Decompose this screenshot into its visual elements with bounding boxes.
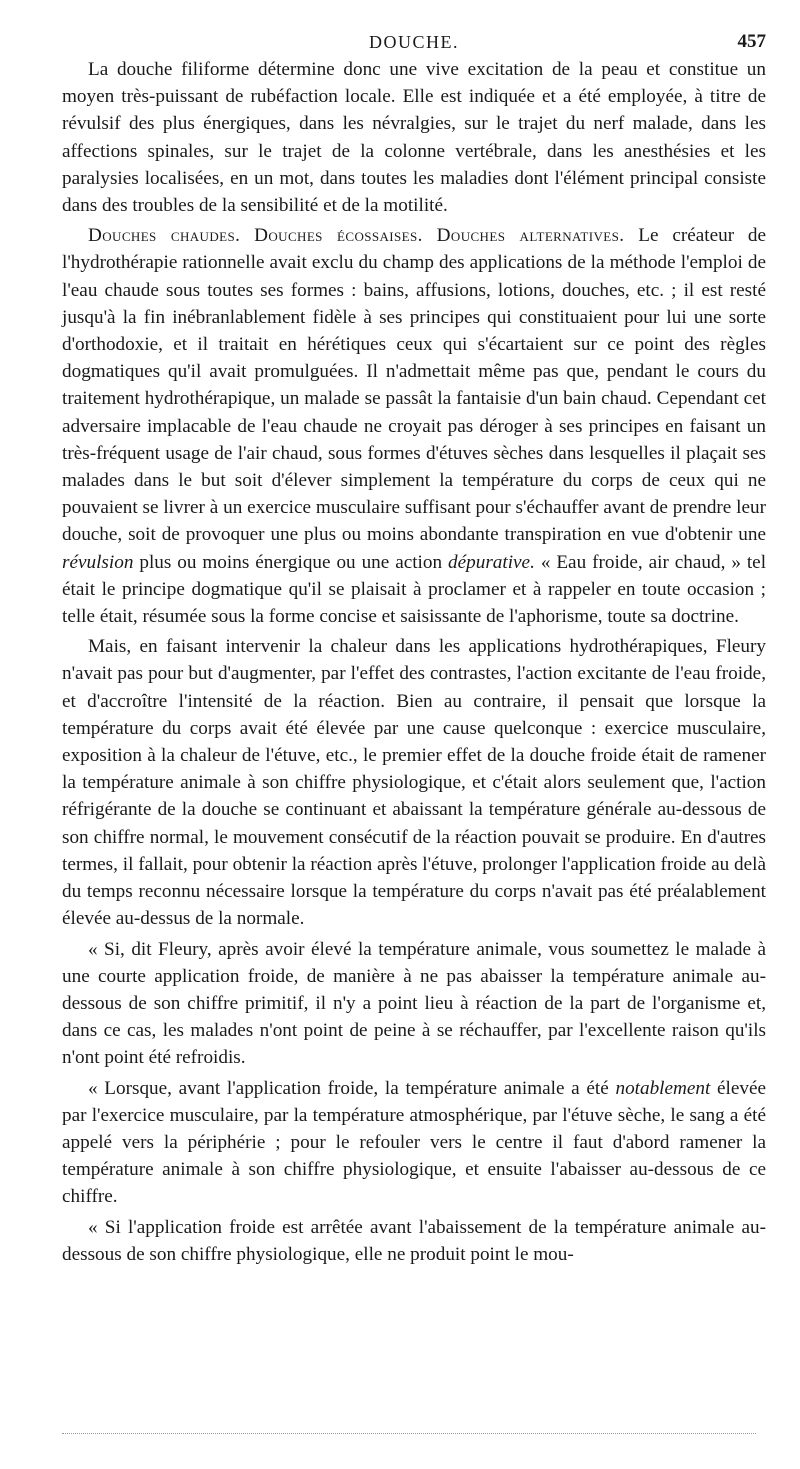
italic-term-revulsion: révulsion [62, 551, 134, 573]
running-head [62, 30, 766, 54]
italic-term-depurative: dépurative. [448, 551, 535, 573]
footer-dotted-rule [62, 1433, 756, 1434]
section-heading-douches-ecossaises: Douches écossaises. [254, 225, 423, 247]
paragraph-quote-3: « Si l'application froide est arrêtée avant l'abaissement de la température animale au-dessous de son chiffre physiologique, elle ne produit point le mou- [62, 1216, 766, 1265]
paragraph-quote-2 [62, 1075, 766, 1211]
paragraph-douche-filiforme: La douche filiforme détermine donc une vive excitation de la peau et constitue un moyen très-puissant de rubéfaction locale. Elle est indiquée et a été employée, à titre de révulsif des plus énergiques, dans les névralgies, sur le trajet du nerf malade, dans les affections spinales, sur le trajet de la colonne vertébrale, dans les anesthésies et les paralysies localisées, en un mot, dans toutes les maladies dont l'élément principal consiste dans des troubles de la sensibilité et de la motilité. [62, 59, 766, 217]
running-head-title: DOUCHE. [369, 32, 459, 52]
paragraph-douches-chaudes [62, 222, 766, 630]
paragraph-text: élevée par l'exercice musculaire, par la température atmosphérique, par l'étuve sèche, le sang a été appelé vers la périphérie ; pour le refouler vers le centre il faut d'abord ramener la température animale à son chiffre physiologique, et ensuite l'abaisser au-dessous de ce chiffre. [62, 1077, 767, 1208]
paragraph-text: « Lorsque, avant l'application froide, la température animale a été [88, 1077, 609, 1099]
section-heading-douches-chaudes: Douches chaudes. [88, 225, 241, 247]
paragraph-text: Le créateur de l'hydrothérapie rationnelle avait exclu du champ des applications de la méthode l'emploi de l'eau chaude sous toutes ses formes : bains, affusions, lotions, douches, etc. ; il est resté jusqu'à la fin inébranlablement fidèle à ses principes qui constituaient pour lui une sorte d'orthodoxie, et il traitait en hérétiques ceux qui s'écartaient sur ce point des règles dogmatiques qu'il avait promulguées. Il n'admettait même pas que, pendant le cours du traitement hydrothérapique, un malade se passât la fantaisie d'un bain chaud. Cependant cet adversaire implacable de l'eau chaude ne croyait pas déroger à ses principes en faisant un très-fréquent usage de l'air chaud, sous formes d'étuves sèches dans lesquelles il plaçait ses malades dans le but soit d'élever simplement la température du corps de ceux qui ne pouvaient se livrer à un exercice musculaire suffisant pour s'échauffer avant de prendre leur douche, soit de provoquer une plus ou moins abondante transpiration en vue d'obtenir une [62, 225, 767, 546]
paragraph-quote-1: « Si, dit Fleury, après avoir élevé la température animale, vous soumettez le malade à une courte application froide, de manière à ne pas abaisser la température animale au-dessous de son chiffre primitif, il n'y a point lieu à réaction de la part de l'organisme et, dans ce cas, les malades n'ont point de peine à se réchauffer, par l'excellente raison qu'ils n'ont point été refroidis. [62, 938, 766, 1069]
paragraph-text: plus ou moins énergique ou une action [139, 551, 443, 573]
italic-term-notablement: notablement [615, 1077, 711, 1099]
paragraph-fleury-chaleur: Mais, en faisant intervenir la chaleur dans les applications hydrothérapiques, Fleury n'avait pas pour but d'augmenter, par l'effet des contrastes, l'action excitante de l'eau froide, et d'accroître l'intensité de la réaction. Bien au contraire, il pensait que lorsque la température du corps avait été élevée par une cause quelconque : exercice musculaire, exposition à la chaleur de l'étuve, etc., le premier effet de la douche froide était de ramener la température animale à son chiffre physiologique, et c'était alors seulement que, l'action réfrigérante de la douche se continuant et abaissant la température générale au-dessous de son chiffre normal, le mouvement consécutif de la réaction pouvait se produire. En d'autres termes, il fallait, pour obtenir la réaction après l'étuve, prolonger l'application froide au delà du temps reconnu nécessaire lorsque la température du corps n'avait pas été préalablement élevée au-dessus de la normale. [62, 636, 766, 930]
section-heading-douches-alternatives: Douches alternatives. [436, 225, 625, 247]
paragraph-text: « Eau froide, air chaud, » tel était le principe dogmatique qu'il se plaisait à proclamer et à rappeler en toute occasion ; telle était, résumée sous la forme concise et saisissante de l'aphorisme, toute sa doctrine. [62, 551, 767, 628]
page-number: 457 [737, 31, 766, 52]
